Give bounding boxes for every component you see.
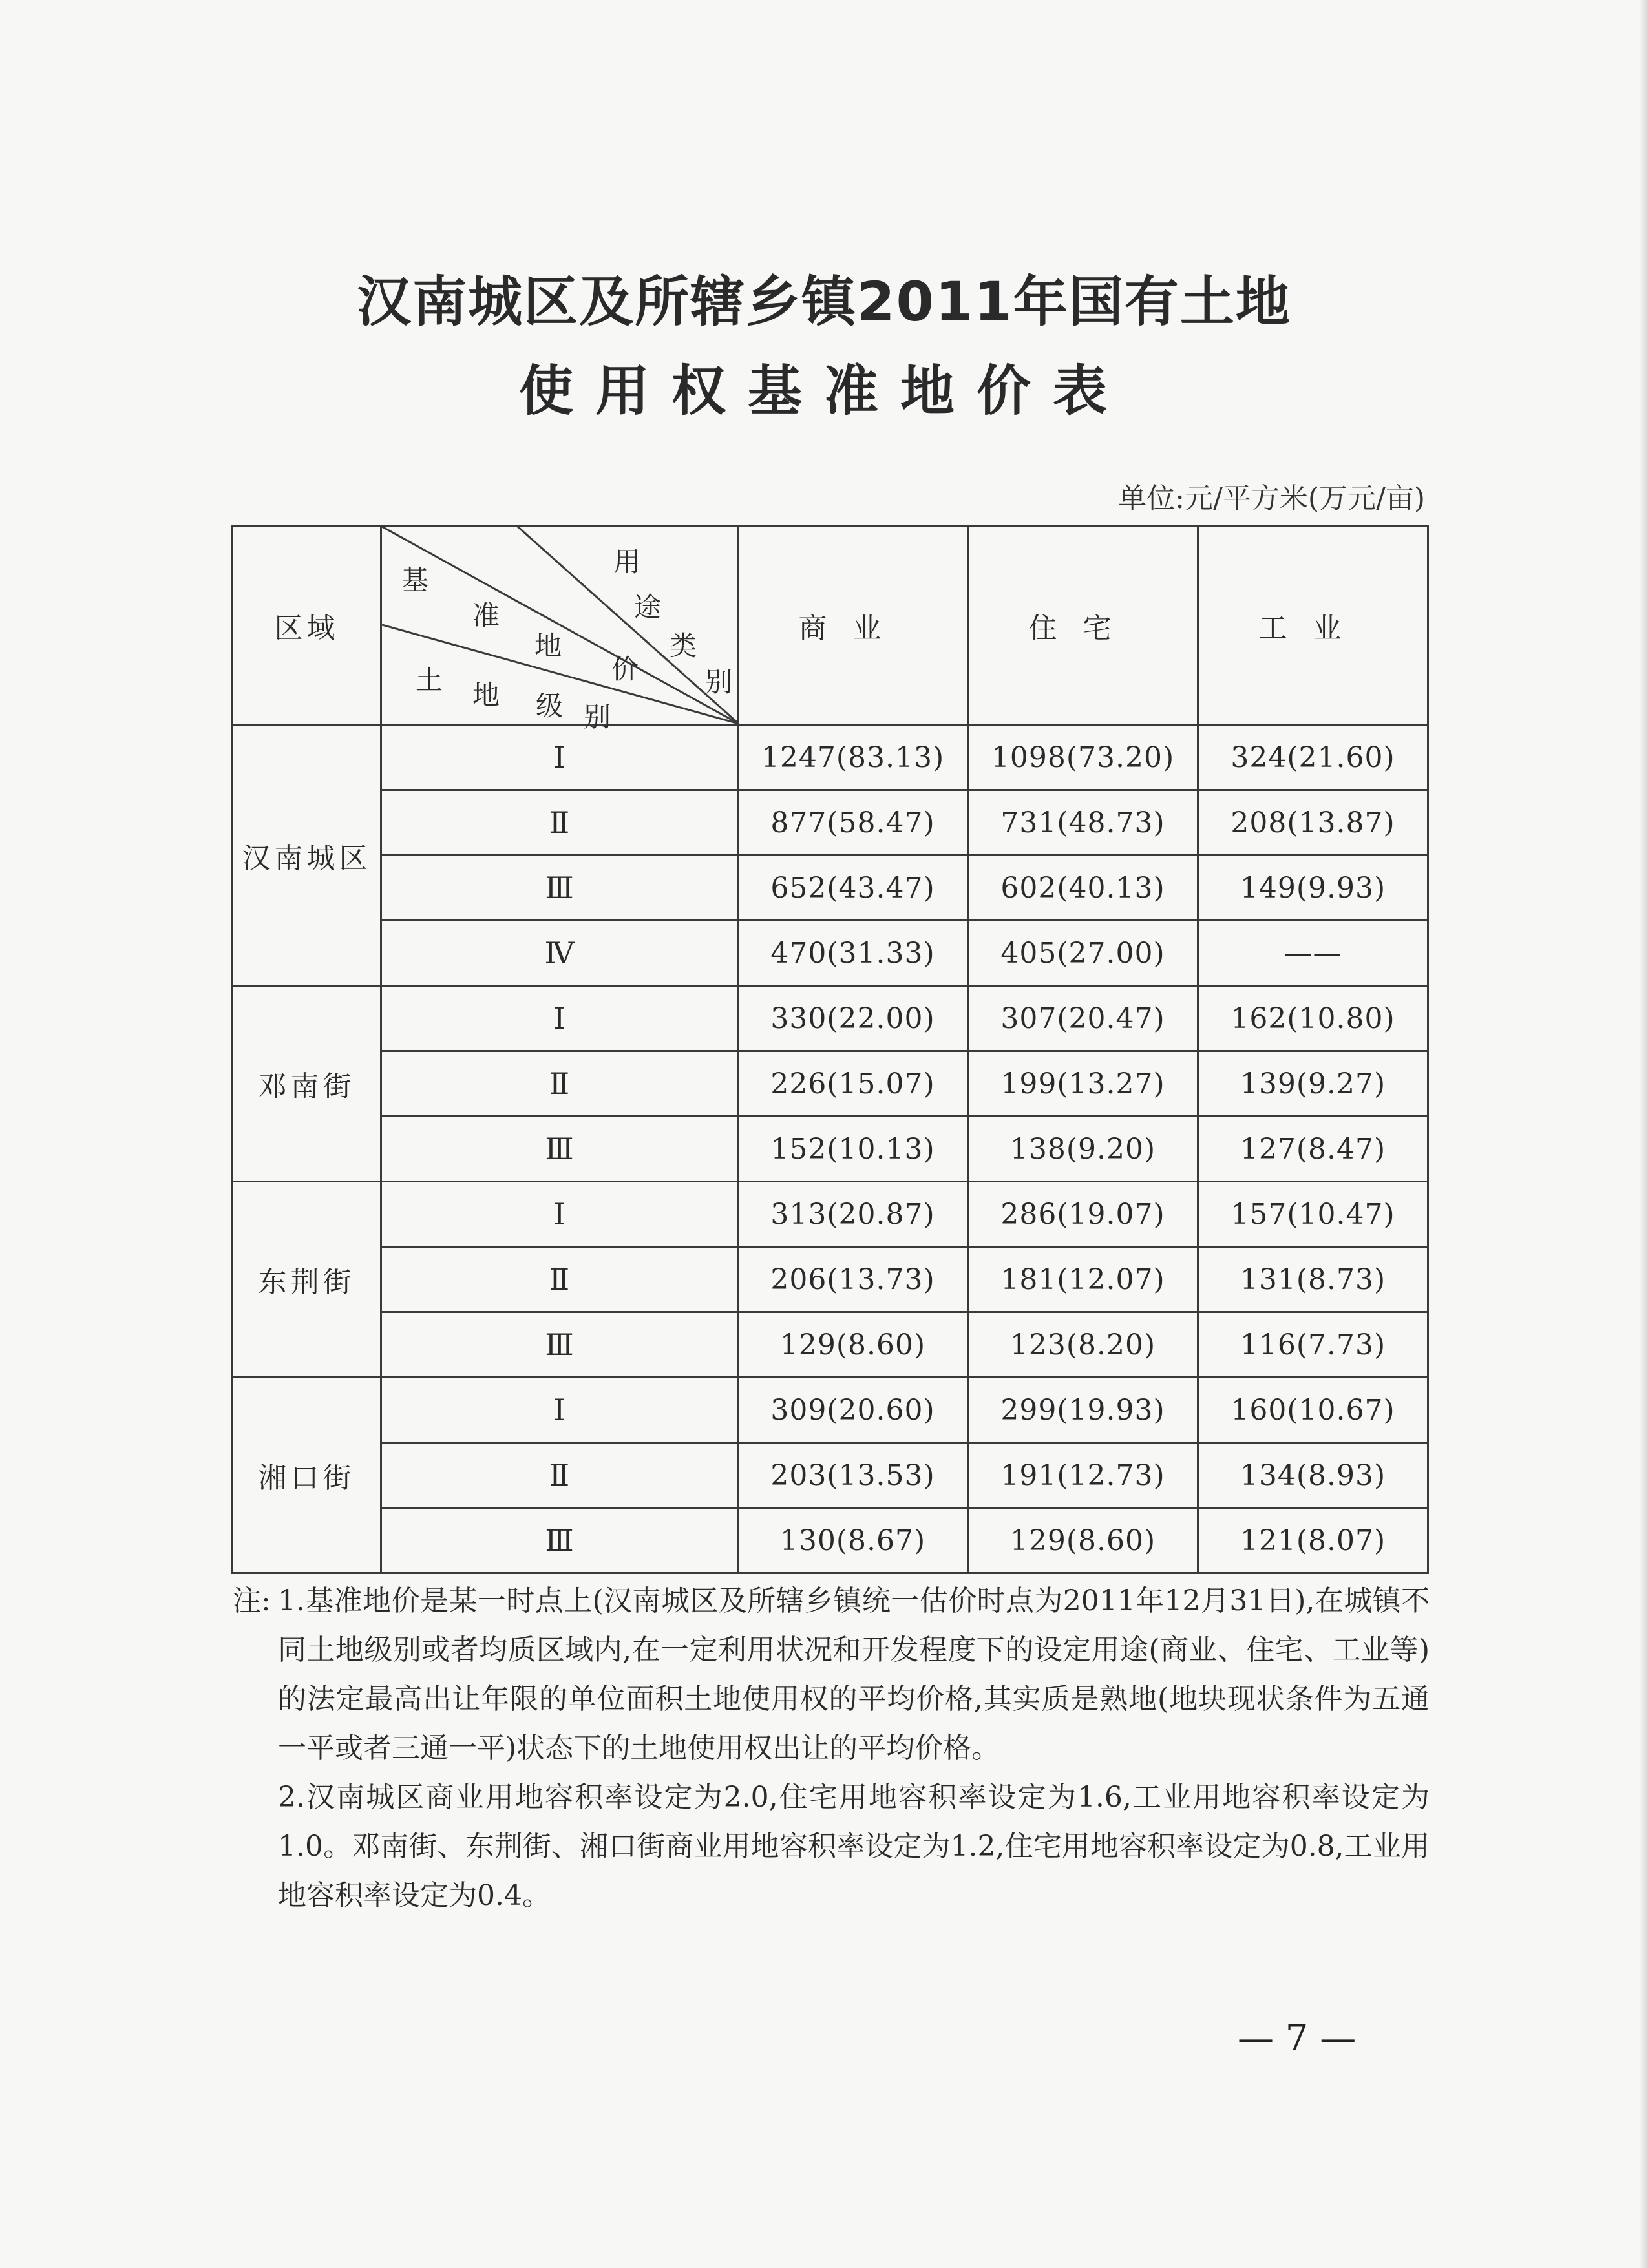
industrial-price: —— — [1198, 921, 1428, 986]
grade-cell: Ⅱ — [381, 1051, 738, 1117]
residential-price: 181(12.07) — [968, 1247, 1198, 1312]
table-row — [233, 1508, 1428, 1573]
commercial-price: 130(8.67) — [738, 1508, 968, 1573]
commercial-price: 129(8.60) — [738, 1312, 968, 1378]
table-row — [233, 856, 1428, 921]
commercial-price: 206(13.73) — [738, 1247, 968, 1312]
residential-price: 286(19.07) — [968, 1182, 1198, 1247]
diag-mid-char: 价 — [611, 653, 639, 685]
commercial-price: 152(10.13) — [738, 1117, 968, 1182]
residential-price: 199(13.27) — [968, 1051, 1198, 1117]
commercial-price: 309(20.60) — [738, 1378, 968, 1443]
diag-bottom-char: 别 — [584, 701, 611, 733]
grade-cell: Ⅲ — [381, 1508, 738, 1573]
residential-price: 602(40.13) — [968, 856, 1198, 921]
commercial-price: 330(22.00) — [738, 986, 968, 1051]
diag-top-char: 别 — [705, 666, 733, 698]
grade-cell: Ⅱ — [381, 790, 738, 856]
grade-cell: Ⅲ — [381, 856, 738, 921]
table-row — [233, 1378, 1428, 1443]
header-residential: 住宅 — [968, 526, 1198, 725]
header-region: 区域 — [233, 526, 381, 725]
page-number: — 7 — — [1238, 2017, 1357, 2059]
grade-cell: Ⅲ — [381, 1312, 738, 1378]
diag-mid-char: 地 — [534, 630, 562, 662]
industrial-price: 127(8.47) — [1198, 1117, 1428, 1182]
region-name: 东荆街 — [233, 1182, 381, 1378]
industrial-price: 131(8.73) — [1198, 1247, 1428, 1312]
residential-price: 1098(73.20) — [968, 725, 1198, 790]
table-row — [233, 1182, 1428, 1247]
grade-cell: Ⅲ — [381, 1117, 738, 1182]
commercial-price: 1247(83.13) — [738, 725, 968, 790]
table-row — [233, 790, 1428, 856]
industrial-price: 139(9.27) — [1198, 1051, 1428, 1117]
commercial-price: 313(20.87) — [738, 1182, 968, 1247]
diag-top-char: 类 — [670, 630, 697, 662]
industrial-price: 134(8.93) — [1198, 1443, 1428, 1508]
residential-price: 123(8.20) — [968, 1312, 1198, 1378]
header-diagonal-cell — [381, 526, 738, 733]
note-item — [233, 1577, 1430, 1773]
commercial-price: 226(15.07) — [738, 1051, 968, 1117]
land-price-table — [231, 525, 1429, 1574]
diag-mid-char: 准 — [472, 600, 500, 631]
region-name: 邓南街 — [233, 986, 381, 1182]
grade-cell: Ⅳ — [381, 921, 738, 986]
notes-section — [233, 1577, 1430, 1920]
commercial-price: 470(31.33) — [738, 921, 968, 986]
diag-bottom-char: 地 — [472, 679, 500, 711]
table-row — [233, 1443, 1428, 1508]
residential-price: 138(9.20) — [968, 1117, 1198, 1182]
industrial-price: 160(10.67) — [1198, 1378, 1428, 1443]
commercial-price: 203(13.53) — [738, 1443, 968, 1508]
industrial-price: 208(13.87) — [1198, 790, 1428, 856]
residential-price: 299(19.93) — [968, 1378, 1198, 1443]
residential-price: 731(48.73) — [968, 790, 1198, 856]
industrial-price: 324(21.60) — [1198, 725, 1428, 790]
residential-price: 307(20.47) — [968, 986, 1198, 1051]
note-text: 2.汉南城区商业用地容积率设定为2.0,住宅用地容积率设定为1.6,工业用地容积率设定为1.0。邓南街、东荆街、湘口街商业用地容积率设定为1.2,住宅用地容积率设定为0.8,工业用地容积率设定为0.4。 — [278, 1781, 1430, 1912]
page-edge-shadow — [1639, 0, 1648, 2268]
region-name: 汉南城区 — [233, 725, 381, 986]
diag-top-char: 途 — [634, 591, 662, 623]
residential-price: 129(8.60) — [968, 1508, 1198, 1573]
grade-cell: Ⅱ — [381, 1247, 738, 1312]
commercial-price: 877(58.47) — [738, 790, 968, 856]
commercial-price: 652(43.47) — [738, 856, 968, 921]
header-commercial: 商业 — [738, 526, 968, 725]
grade-cell: Ⅰ — [381, 725, 738, 790]
table-row — [233, 921, 1428, 986]
table-row — [233, 1312, 1428, 1378]
table-row — [233, 986, 1428, 1051]
diag-bottom-char: 级 — [536, 690, 564, 722]
industrial-price: 149(9.93) — [1198, 856, 1428, 921]
diag-top-char: 用 — [613, 546, 641, 578]
industrial-price: 162(10.80) — [1198, 986, 1428, 1051]
table-row — [233, 1247, 1428, 1312]
table-header-row — [233, 526, 1428, 725]
table-row — [233, 1051, 1428, 1117]
document-title-line1: 汉南城区及所辖乡镇2011年国有土地 — [357, 270, 1291, 333]
residential-price: 405(27.00) — [968, 921, 1198, 986]
unit-label: 单位:元/平方米(万元/亩) — [1118, 482, 1425, 515]
region-name: 湘口街 — [233, 1378, 381, 1573]
industrial-price: 121(8.07) — [1198, 1508, 1428, 1573]
industrial-price: 116(7.73) — [1198, 1312, 1428, 1378]
grade-cell: Ⅱ — [381, 1443, 738, 1508]
industrial-price: 157(10.47) — [1198, 1182, 1428, 1247]
grade-cell: Ⅰ — [381, 1378, 738, 1443]
diag-bottom-char: 土 — [416, 664, 443, 696]
diag-mid-char: 基 — [401, 564, 429, 596]
grade-cell: Ⅰ — [381, 1182, 738, 1247]
residential-price: 191(12.73) — [968, 1443, 1198, 1508]
header-industrial: 工业 — [1198, 526, 1428, 725]
notes-lead: 注: — [233, 1584, 271, 1617]
note-text: 1.基准地价是某一时点上(汉南城区及所辖乡镇统一估价时点为2011年12月31日),在城镇不同土地级别或者均质区域内,在一定利用状况和开发程度下的设定用途(商业、住宅、工业等)的法定最高出让年限的单位面积土地使用权的平均价格,其实质是熟地(地块现状条件为五通一平或者三通一平)状态下的土地使用权出让的平均价格。 — [278, 1584, 1430, 1765]
table-row — [233, 1117, 1428, 1182]
document-title-line2: 使用权基准地价表 — [518, 359, 1129, 423]
table-row — [233, 725, 1428, 790]
grade-cell: Ⅰ — [381, 986, 738, 1051]
note-item — [233, 1773, 1430, 1920]
